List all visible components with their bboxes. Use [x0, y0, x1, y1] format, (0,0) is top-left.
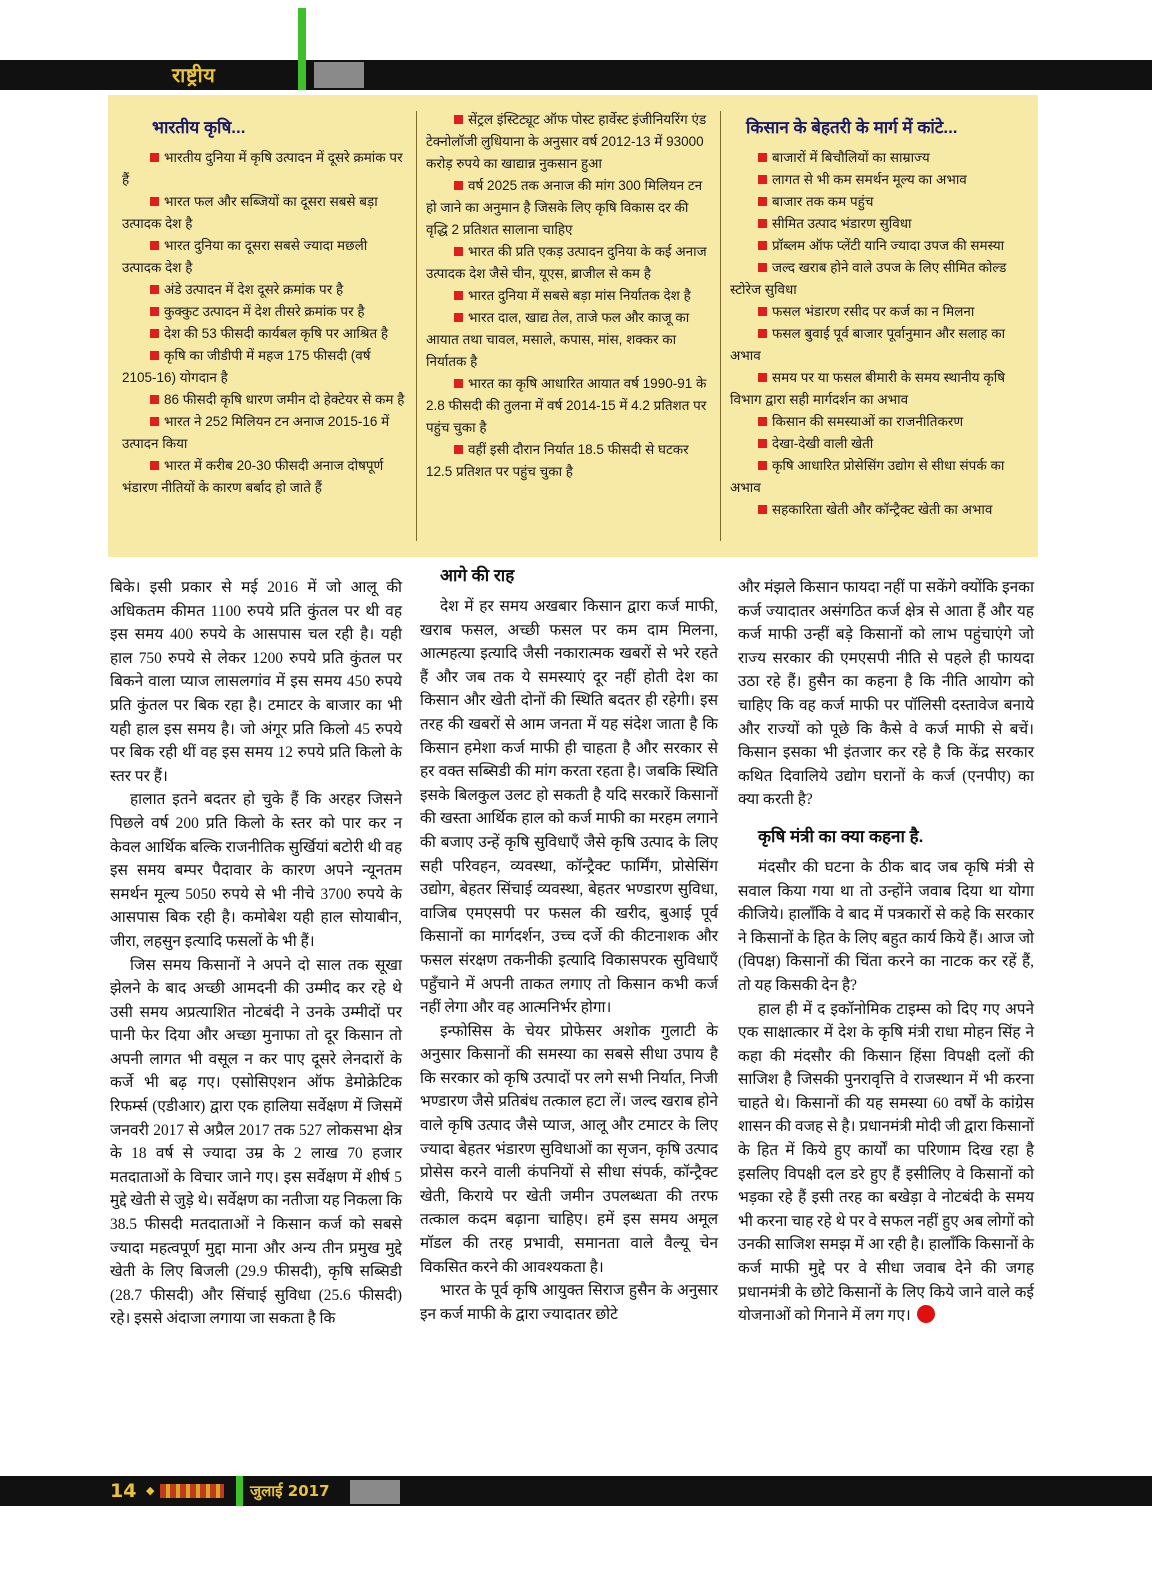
fact-item: [730, 367, 1022, 411]
fact-text: वर्ष 2025 तक अनाज की मांग 300 मिलियन टन हो जाने का अनुमान है जिसके लिए कृषि विकास दर की वृद्धि 2 प्रतिशत सालाना चाहिए: [426, 178, 703, 237]
fact-text: सहकारिता खेती और कॉन्ट्रैक्ट खेती का अभाव: [772, 502, 993, 517]
fact-item: [122, 191, 406, 235]
red-square-bullet-icon: [454, 247, 463, 256]
fact-item: [730, 235, 1022, 257]
fact-text: भारत ने 252 मिलियन टन अनाज 2015-16 में उत्पादन किया: [122, 414, 390, 451]
fact-item: [122, 147, 406, 191]
magazine-logo: [160, 1484, 224, 1498]
article-column-1: [110, 576, 402, 1331]
accent-green-bar: [298, 8, 306, 90]
fact-item: [730, 433, 1022, 455]
paragraph: बिके। इसी प्रकार से मई 2016 में जो आलू की अधिकतम कीमत 1100 रुपये प्रति कुंतल पर थी वह इस समय 400 रुपये के आसपास चल रही है। यही हाल 750 रुपये से लेकर 1200 रुपये प्रति कुंतल पर बिकने वाला प्याज लासलगांव में इस समय 450 रुपये प्रति कुंतल पर बिक रहा है। टमाटर के बाजार का भी यही हाल इस समय है। जो अंगूर प्रति किलो 45 रुपये पर बिक रही थीं वह इस समय 12 रुपये प्रति किलो के स्तर पर हैं।: [110, 579, 402, 785]
red-square-bullet-icon: [150, 285, 159, 294]
page-number: 14: [110, 1480, 137, 1502]
fact-item: [122, 235, 406, 279]
red-square-bullet-icon: [758, 263, 767, 272]
fact-item: [426, 373, 712, 439]
fact-text: कुक्कुट उत्पादन में देश तीसरे क्रमांक पर है: [164, 304, 365, 319]
fact-text: भारत का कृषि आधारित आयात वर्ष 1990-91 के 2.8 फीसदी की तुलना में वर्ष 2014-15 में 4.2 प्रतिशत पर पहुंच चुका है: [426, 376, 707, 435]
paragraph: जिस समय किसानों ने अपने दो साल तक सूखा झेलने के बाद अच्छी आमदनी की उम्मीद कर रहे थे उसी समय अप्रत्याशित नोटबंदी ने उनके उम्मीदों पर पानी फेर दिया और अच्छा मुनाफा तो दूर किसान तो अपनी लागत भी वसूल न कर पाए दूसरे लेनदारों के कर्जे भी बढ़ गए। एसोसिएशन ऑफ डेमोक्रेटिक रिफर्म्स (एडीआर) द्वारा एक हालिया सर्वेक्षण में जिसमें जनवरी 2017 से अप्रैल 2017 तक 527 लोकसभा क्षेत्र के 18 वर्ष से ज्यादा उम्र के 2 लाख 70 हजार मतदाताओं के विचार जाने गए। इस सर्वेक्षण में शीर्ष 5 मुद्दे खेती से जुड़े थे। सर्वेक्षण का नतीजा यह निकला कि 38.5 फीसदी मतदाताओं ने किसान कर्ज को सबसे ज्यादा महत्वपूर्ण मुद्दा माना और अन्य तीन प्रमुख मुद्दे खेती के लिए बिजली (29.9 फीसदी), कृषि सब्सिडी (28.7 फीसदी) और सिंचाई सुविधा (25.6 फीसदी) रहे। इससे अंदाजा लगाया जा सकता है कि: [110, 956, 402, 1328]
fact-item: [122, 301, 406, 323]
fact-text: बाजार तक कम पहुंच: [772, 194, 874, 209]
fact-text: भारत दुनिया में सबसे बड़ा मांस निर्यातक देश है: [468, 288, 691, 303]
paragraph-text: हाल ही में द इकॉनोमिक टाइम्स को दिए गए अपने एक साक्षात्कार में देश के कृषि मंत्री राधा मोहन सिंह ने कहा की मंदसौर की किसान हिंसा विपक्षी दलों की साजिश है जिसकी पुनरावृत्ति वे राजस्थान में भी करना चाहते थे। किसानों की यह समस्या 60 वर्षों के कांग्रेस शासन की वजह से है। प्रधानमंत्री मोदी जी द्वारा किसानों के हित में किये हुए कार्यों का परिणाम दिख रहा है इसलिए विपक्षी दल डरे हुए हैं इसीलिए वे किसानों को भड़का रहे हैं इसी तरह का बखेड़ा वे नोटबंदी के समय भी करना चाह रहे थे पर वे सफल नहीं हुए अब लोगों को उनकी साजिश समझ में आ रही है। हालाँकि किसानों के कर्ज माफी मुद्दे पर वे सीधा जवाब देने की जगह प्रधानमंत्री के छोटे किसानों के लिए किये जाने वाले कई योजनाओं को गिनाने में लग गए।: [738, 1000, 1034, 1325]
fact-item: [730, 301, 1022, 323]
red-square-bullet-icon: [454, 445, 463, 454]
article-column-2: [420, 563, 718, 1326]
paragraph: हालात इतने बदतर हो चुके हैं कि अरहर जिसने पिछले वर्ष 200 प्रति किलो के स्तर को पार कर न केवल आर्थिक बल्कि राजनीतिक सुर्खियां बटोरी थी वह इस समय बम्पर पैदावार के कारण अपने न्यूनतम समर्थन मूल्य 5050 रुपये से भी नीचे 3700 रुपये के आसपास बिक रही है। कमोबेश यही हाल सोयाबीन, जीरा, लहसुन इत्यादि फसलों के भी हैं।: [110, 791, 402, 950]
fact-item: [730, 499, 1022, 521]
fact-item: [122, 345, 406, 389]
fact-item: [122, 455, 406, 499]
red-square-bullet-icon: [454, 379, 463, 388]
fact-item: [730, 455, 1022, 499]
fact-text: प्रॉब्लम ऑफ प्लेंटी यानि ज्यादा उपज की समस्या: [772, 238, 1005, 253]
red-square-bullet-icon: [150, 307, 159, 316]
fact-item: [426, 439, 712, 483]
facts-column-indian-agriculture: [122, 95, 406, 499]
red-square-bullet-icon: [758, 197, 767, 206]
red-square-bullet-icon: [758, 175, 767, 184]
red-square-bullet-icon: [150, 197, 159, 206]
subheading-agriculture-minister: कृषि मंत्री का क्या कहना है.: [758, 826, 924, 846]
header-grey-block: [314, 62, 364, 88]
red-square-bullet-icon: [758, 461, 767, 470]
fact-item: [426, 285, 712, 307]
fact-item: [122, 279, 406, 301]
red-square-bullet-icon: [150, 395, 159, 404]
fact-item: [426, 175, 712, 241]
red-square-bullet-icon: [150, 461, 159, 470]
fact-text: सेंट्रल इंस्टिट्यूट ऑफ पोस्ट हार्वेस्ट इंजीनियरिंग एंड टेक्नोलॉजी लुधियाना के अनुसार वर्ष 2012-13 में 93000 करोड़ रुपये का खाद्यान्न नुकसान हुआ: [426, 112, 707, 171]
fact-text: 86 फीसदी कृषि धारण जमीन दो हेक्टेयर से कम है: [164, 392, 405, 407]
fact-text: किसान की समस्याओं का राजनीतिकरण: [772, 414, 964, 429]
red-square-bullet-icon: [454, 181, 463, 190]
paragraph: भारत के पूर्व कृषि आयुक्त सिराज हुसैन के अनुसार इन कर्ज माफी के द्वारा ज्यादातर छोटे: [420, 1282, 718, 1323]
facts-column-obstacles: [730, 95, 1022, 521]
red-square-bullet-icon: [150, 351, 159, 360]
red-square-bullet-icon: [758, 219, 767, 228]
red-square-bullet-icon: [758, 439, 767, 448]
paragraph: इन्फोसिस के चेयर प्रोफेसर अशोक गुलाटी के अनुसार किसानों की समस्या का सबसे सीधा उपाय है कि सरकार को कृषि उत्पादों पर लगे सभी निर्यात, निजी भण्डारण जैसे प्रतिबंध तत्काल हटा लें। जल्द खराब होने वाले कृषि उत्पाद जैसे प्याज, आलू और टमाटर के लिए ज्यादा बेहतर भंडारण सुविधाओं का सृजन, कृषि उत्पाद प्रोसेस करने वाली कंपनियों से सीधा संपर्क, कॉन्ट्रैक्ट खेती, किराये पर खेती जमीन उपलब्धता की तरफ तत्काल कदम बढ़ाना चाहिए। हमें इस समय अमूल मॉडल की तरह प्रभावी, समानता वाले वैल्यू चेन विकसित करने की आवश्यकता है।: [420, 1022, 718, 1276]
fact-text: फसल बुवाई पूर्व बाजार पूर्वानुमान और सलाह का अभाव: [730, 326, 1006, 363]
fact-item: [730, 147, 1022, 169]
red-square-bullet-icon: [758, 307, 767, 316]
fact-text: जल्द खराब होने वाले उपज के लिए सीमित कोल्ड स्टोरेज सुविधा: [730, 260, 1007, 297]
fact-text: कृषि आधारित प्रोसेसिंग उद्योग से सीधा संपर्क का अभाव: [730, 458, 1005, 495]
footer-grey-block: [350, 1480, 400, 1504]
paragraph: [738, 998, 1034, 1328]
red-square-bullet-icon: [758, 373, 767, 382]
red-square-bullet-icon: [150, 329, 159, 338]
red-square-bullet-icon: [758, 241, 767, 250]
red-square-bullet-icon: [150, 241, 159, 250]
fact-text: देश की 53 फीसदी कार्यबल कृषि पर आश्रित है: [164, 326, 389, 341]
fact-item: [730, 169, 1022, 191]
facts-column-statistics: [426, 95, 712, 483]
fact-text: समय पर या फसल बीमारी के समय स्थानीय कृषि विभाग द्वारा सही मार्गदर्शन का अभाव: [730, 370, 1006, 407]
fact-text: भारत की प्रति एकड़ उत्पादन दुनिया के कई अनाज उत्पादक देश जैसे चीन, यूएस, ब्राजील से कम है: [426, 244, 707, 281]
facts-box: [108, 95, 1038, 557]
fact-text: भारत में करीब 20-30 फीसदी अनाज दोषपूर्ण भंडारण नीतियों के कारण बर्बाद हो जाते हैं: [122, 458, 384, 495]
red-square-bullet-icon: [758, 329, 767, 338]
fact-text: वहीं इसी दौरान निर्यात 18.5 फीसदी से घटकर 12.5 प्रतिशत पर पहुंच चुका है: [426, 442, 689, 479]
red-square-bullet-icon: [454, 313, 463, 322]
fact-item: [122, 389, 406, 411]
red-square-bullet-icon: [150, 417, 159, 426]
fact-item: [730, 213, 1022, 235]
red-square-bullet-icon: [454, 115, 463, 124]
fact-text: सीमित उत्पाद भंडारण सुविधा: [772, 216, 912, 231]
red-square-bullet-icon: [758, 505, 767, 514]
fact-item: [122, 411, 406, 455]
section-label: राष्ट्रीय: [172, 63, 216, 87]
fact-item: [730, 323, 1022, 367]
footer-green-bar: [236, 1476, 243, 1506]
column-divider: [416, 111, 417, 541]
fact-item: [730, 411, 1022, 433]
fact-item: [426, 109, 712, 175]
fact-text: कृषि का जीडीपी में महज 175 फीसदी (वर्ष 2105-16) योगदान है: [122, 348, 371, 385]
fact-text: देखा-देखी वाली खेती: [772, 436, 874, 451]
fact-item: [426, 307, 712, 373]
fact-text: भारत फल और सब्जियों का दूसरा सबसे बड़ा उत्पादक देश है: [122, 194, 378, 231]
paragraph: और मंझले किसान फायदा नहीं पा सकेंगे क्योंकि इनका कर्ज ज्यादातर असंगठित कर्ज क्षेत्र से आता हैं और यह कर्ज माफी उन्हीं बड़े किसानों को लाभ पहुंचाएंगे जो राज्य सरकार की एमएसपी नीति से पहले ही फायदा उठा रहे हैं। हुसैन का कहना है कि नीति आयोग को चाहिए कि वह कर्ज माफी पर पॉलिसी दस्तावेज बनाये और राज्यों को पूछे कि कैसे वे कर्ज माफी से बचें। किसान इसका भी इंतजार कर रहे है कि केंद्र सरकार कथित दिवालिये उद्योग घरानों के कर्ज (एनपीए) का क्या करती है?: [738, 579, 1034, 809]
paragraph: देश में हर समय अखबार किसान द्वारा कर्ज माफी, खराब फसल, अच्छी फसल पर कम दाम मिलना, आत्महत्या इत्यादि जैसी नकारात्मक खबरों से भरे रहते हैं और जब तक ये समस्याएं दूर नहीं होती देश का किसान और खेती दोनों की स्थिति बदतर ही रहेगी। इस तरह की खबरों से आम जनता में यह संदेश जाता है कि किसान हमेशा कर्ज माफी ही चाहता है और सरकार से हर वक्त सब्सिडी की मांग करता रहता है। जबकि स्थिति इसके बिलकुल उलट हो सकती है यदि सरकारें किसानों की खस्ता आर्थिक हाल को कर्ज माफी का मरहम लगाने की बजाए उन्हें कृषि सुविधाएँ जैसे कृषि उत्पाद के लिए सही परिवहन, व्यवस्था, कॉन्ट्रैक्ट फार्मिंग, प्रोसेसिंग उद्योग, बेहतर सिंचाई व्यवस्था, बेहतर भण्डारण सुविधा, वाजिब एमएसपी पर फसल की खरीद, बुआई पूर्व किसानों का मार्गदर्शन, उच्च दर्जे की कीटनाशक और फसल संरक्षण तकनीकी इत्यादि विकासपरक सुविधाएँ पहुँचाने में अपनी ताकत लगाए तो किसान कभी कर्ज नहीं लेगा और वह आत्मनिर्भर होगा।: [420, 598, 718, 1017]
fact-text: भारत दुनिया का दूसरा सबसे ज्यादा मछली उत्पादक देश है: [122, 238, 368, 275]
fact-text: लागत से भी कम समर्थन मूल्य का अभाव: [772, 172, 967, 187]
article-column-3: [738, 576, 1034, 1328]
fact-text: भारत दाल, खाद्य तेल, ताजे फल और काजू का आयात तथा चावल, मसाले, कपास, मांस, शक्कर का निर्यातक है: [426, 310, 690, 369]
end-mark-icon: [917, 1305, 935, 1323]
fact-item: [730, 191, 1022, 213]
red-square-bullet-icon: [758, 417, 767, 426]
fact-item: [426, 241, 712, 285]
facts-title: किसान के बेहतरी के मार्ग में कांटे...: [746, 118, 958, 137]
red-square-bullet-icon: [454, 291, 463, 300]
fact-item: [730, 257, 1022, 301]
fact-text: अंडे उत्पादन में देश दूसरे क्रमांक पर है: [164, 282, 344, 297]
column-divider: [720, 111, 721, 541]
fact-text: भारतीय दुनिया में कृषि उत्पादन में दूसरे क्रमांक पर हैं: [122, 150, 403, 187]
diamond-icon: ◆: [146, 1484, 155, 1497]
issue-date: जुलाई 2017: [250, 1482, 330, 1500]
facts-title: भारतीय कृषि...: [152, 118, 246, 137]
red-square-bullet-icon: [150, 153, 159, 162]
subheading-way-ahead: आगे की राह: [440, 566, 515, 585]
paragraph: मंदसौर की घटना के ठीक बाद जब कृषि मंत्री से सवाल किया गया था तो उन्होंने जवाब दिया था योगा कीजिये। हालाँकि वे बाद में पत्रकारों से कहे कि सरकार ने किसानों के हित के लिए बहुत कार्य किये हैं। आज जो (विपक्ष) किसानों की चिंता करने का नाटक कर रहें हैं, तो यह किसकी देन है?: [738, 858, 1034, 994]
red-square-bullet-icon: [758, 153, 767, 162]
fact-text: फसल भंडारण रसीद पर कर्ज का न मिलना: [772, 304, 975, 319]
fact-text: बाजारों में बिचौलियों का साम्राज्य: [772, 150, 930, 165]
fact-item: [122, 323, 406, 345]
